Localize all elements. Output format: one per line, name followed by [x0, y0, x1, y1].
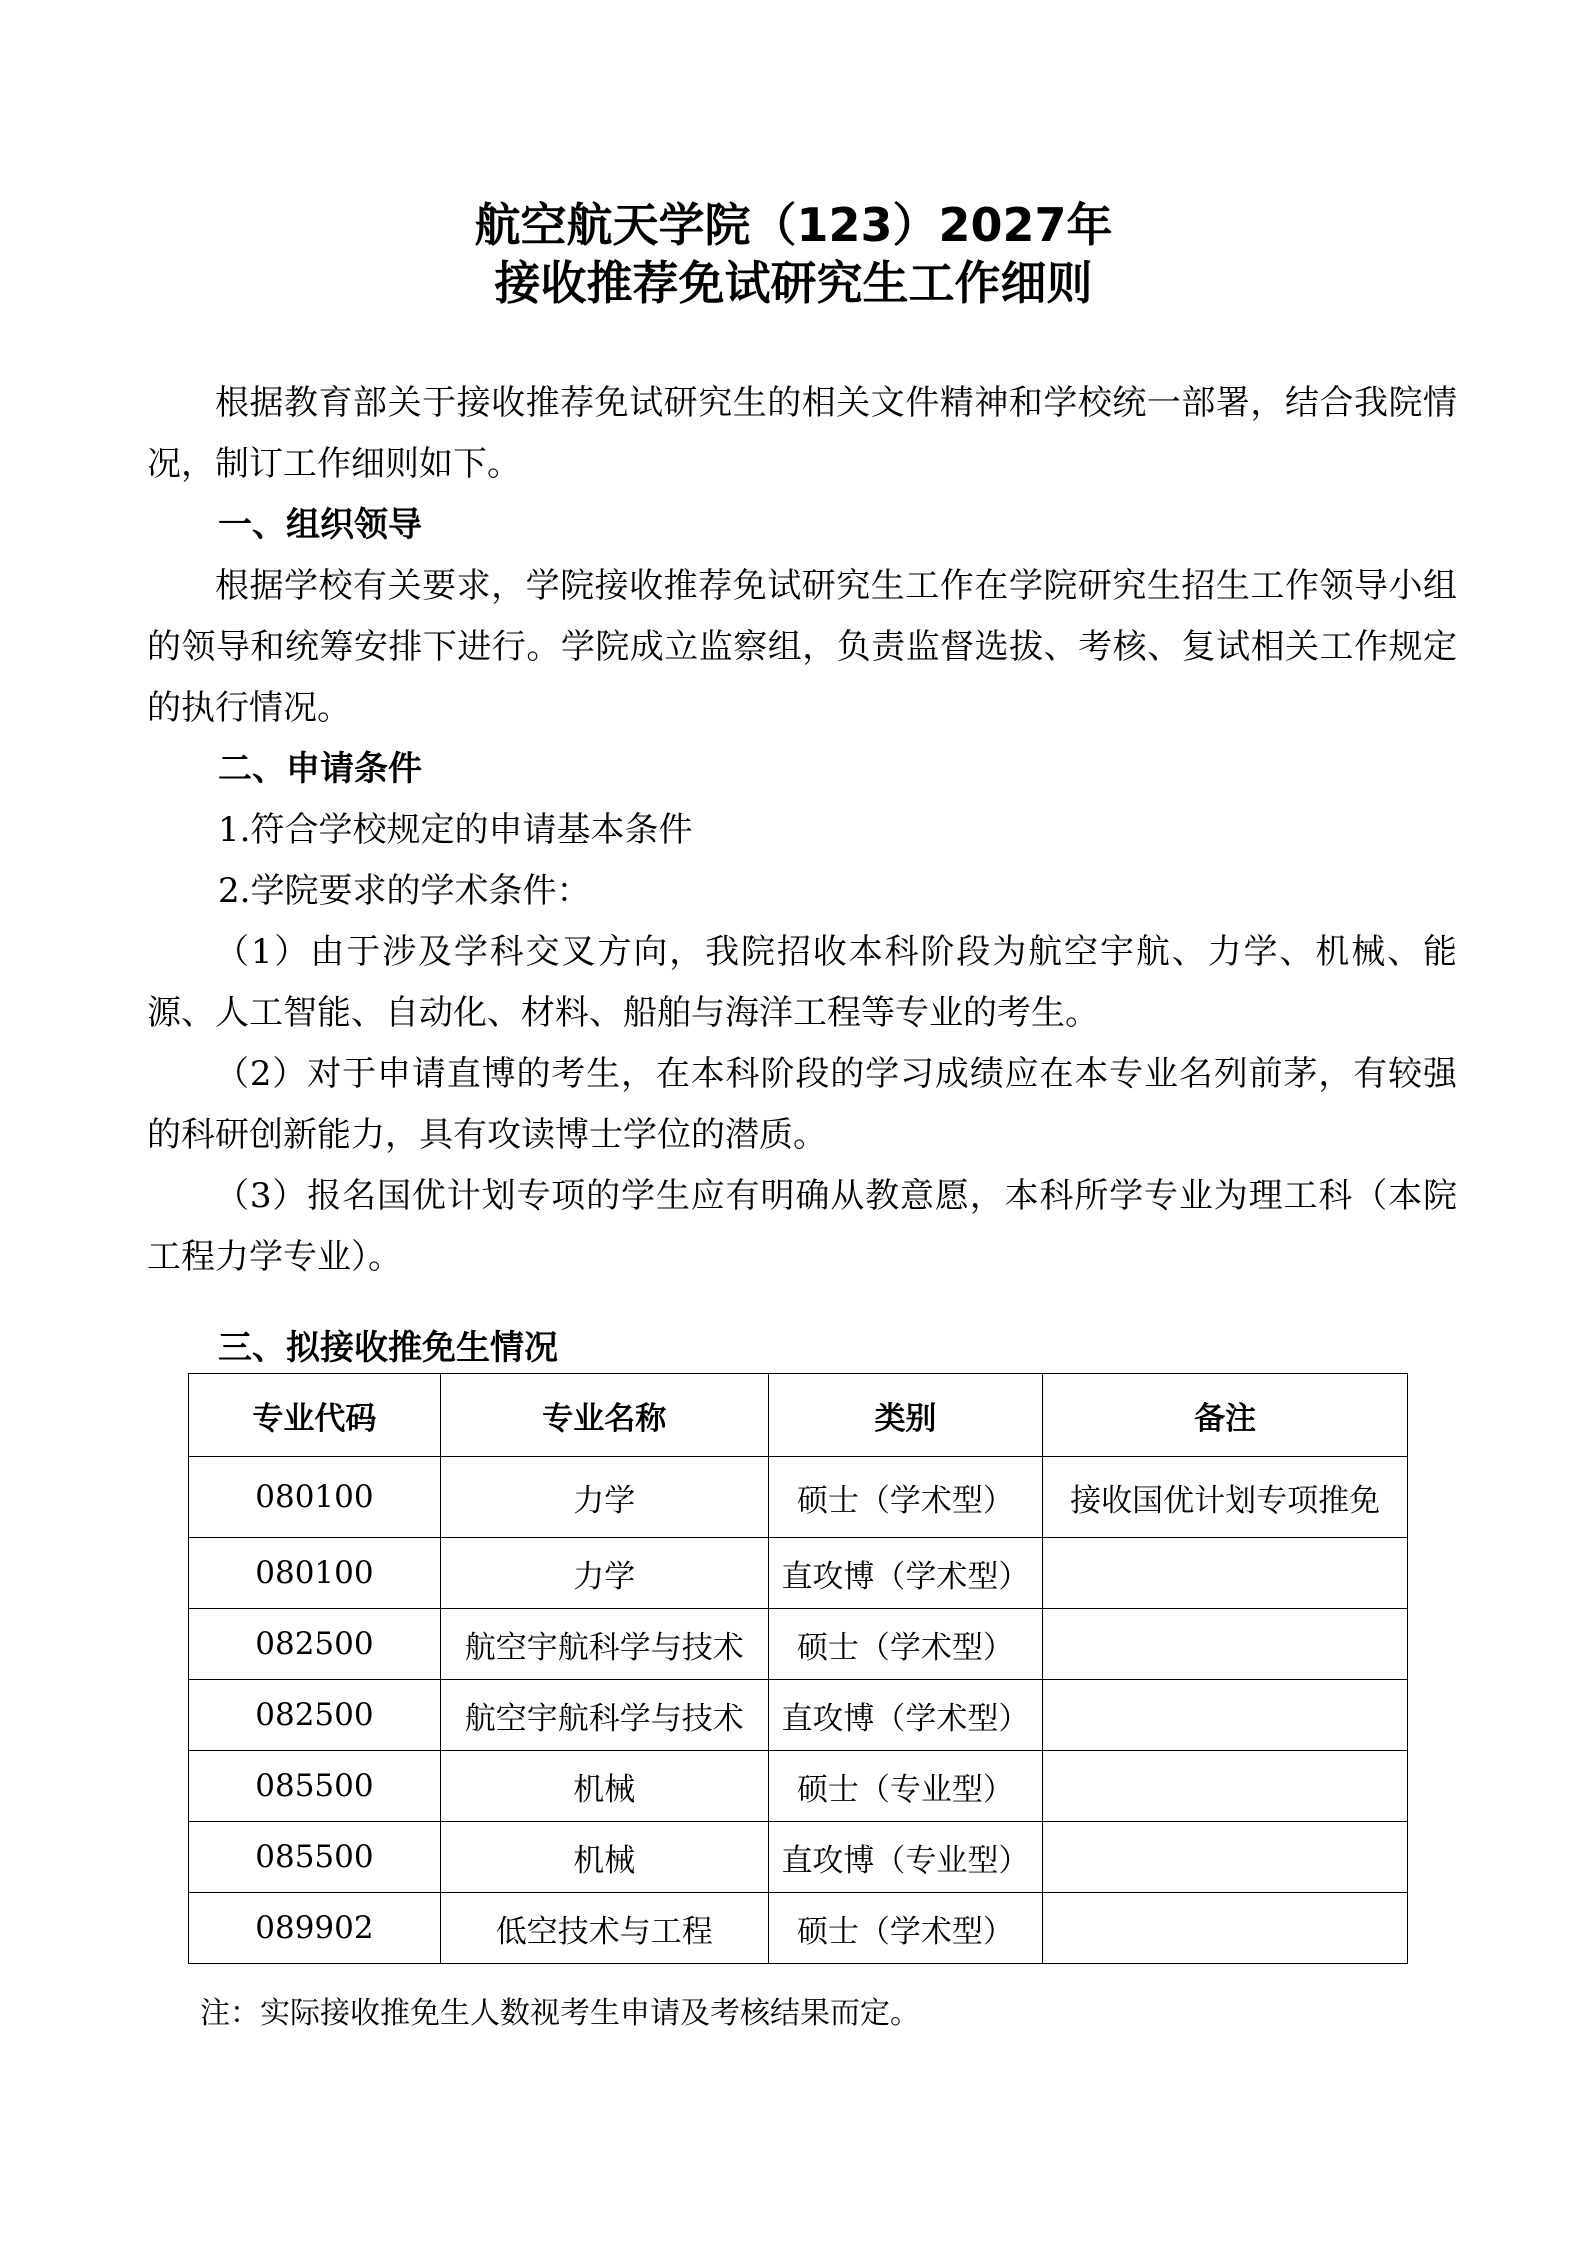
cell-major-name: 航空宇航科学与技术: [440, 1680, 768, 1751]
header-category: 类别: [768, 1374, 1043, 1457]
cell-category: 直攻博（学术型）: [768, 1680, 1043, 1751]
cell-category: 硕士（专业型）: [768, 1751, 1043, 1822]
condition-sub-3: （3）报名国优计划专项的学生应有明确从教意愿，本科所学专业为理工科（本院工程力学专业）。: [147, 1176, 1457, 1277]
cell-major-name: 力学: [440, 1457, 768, 1538]
cell-category: 硕士（学术型）: [768, 1609, 1043, 1680]
cell-remarks: [1043, 1822, 1408, 1893]
cell-category: 直攻博（学术型）: [768, 1538, 1043, 1609]
enrollment-table: [188, 1373, 1408, 1964]
cell-remarks: [1043, 1538, 1408, 1609]
cell-remarks: [1043, 1751, 1408, 1822]
condition-sub-2: （2）对于申请直博的考生，在本科阶段的学习成绩应在本专业名列前茅，有较强的科研创新能力，具有攻读博士学位的潜质。: [147, 1054, 1457, 1155]
cell-remarks: [1043, 1680, 1408, 1751]
cell-remarks: 接收国优计划专项推免: [1043, 1457, 1408, 1538]
section1-heading: 一、组织领导: [218, 505, 422, 545]
cell-major-name: 机械: [440, 1751, 768, 1822]
section3-heading: 三、拟接收推免生情况: [218, 1328, 558, 1368]
cell-major-name: 力学: [440, 1538, 768, 1609]
table-row: [189, 1538, 1408, 1609]
table-row: [189, 1822, 1408, 1893]
condition-item-1: 1.符合学校规定的申请基本条件: [218, 810, 693, 850]
cell-major-code: 080100: [189, 1457, 441, 1538]
cell-major-code: 085500: [189, 1822, 441, 1893]
condition-item-2: 2.学院要求的学术条件：: [218, 871, 591, 911]
header-major-code: 专业代码: [189, 1374, 441, 1457]
document-title-line1: 航空航天学院（123）2027年: [474, 198, 1113, 252]
cell-major-code: 089902: [189, 1893, 441, 1964]
cell-major-code: 082500: [189, 1680, 441, 1751]
cell-major-name: 低空技术与工程: [440, 1893, 768, 1964]
section2-heading: 二、申请条件: [218, 749, 422, 789]
condition-sub-1: （1）由于涉及学科交叉方向，我院招收本科阶段为航空宇航、力学、机械、能源、人工智能、自动化、材料、船舶与海洋工程等专业的考生。: [147, 932, 1457, 1033]
cell-major-code: 082500: [189, 1609, 441, 1680]
header-remarks: 备注: [1043, 1374, 1408, 1457]
intro-paragraph: 根据教育部关于接收推荐免试研究生的相关文件精神和学校统一部署，结合我院情况，制订工作细则如下。: [147, 383, 1457, 484]
table-row: [189, 1751, 1408, 1822]
section1-body: 根据学校有关要求，学院接收推荐免试研究生工作在学院研究生招生工作领导小组的领导和统筹安排下进行。学院成立监察组，负责监督选拔、考核、复试相关工作规定的执行情况。: [147, 566, 1457, 728]
cell-category: 直攻博（专业型）: [768, 1822, 1043, 1893]
cell-category: 硕士（学术型）: [768, 1893, 1043, 1964]
cell-major-code: 085500: [189, 1751, 441, 1822]
table-row: [189, 1680, 1408, 1751]
table-row: [189, 1893, 1408, 1964]
table-row: [189, 1457, 1408, 1538]
table-footnote: 注：实际接收推免生人数视考生申请及考核结果而定。: [200, 1996, 920, 2031]
header-major-name: 专业名称: [440, 1374, 768, 1457]
cell-remarks: [1043, 1893, 1408, 1964]
table-header-row: [189, 1374, 1408, 1457]
document-title-line2: 接收推荐免试研究生工作细则: [494, 256, 1093, 310]
cell-major-name: 机械: [440, 1822, 768, 1893]
cell-remarks: [1043, 1609, 1408, 1680]
table-row: [189, 1609, 1408, 1680]
cell-category: 硕士（学术型）: [768, 1457, 1043, 1538]
cell-major-code: 080100: [189, 1538, 441, 1609]
cell-major-name: 航空宇航科学与技术: [440, 1609, 768, 1680]
